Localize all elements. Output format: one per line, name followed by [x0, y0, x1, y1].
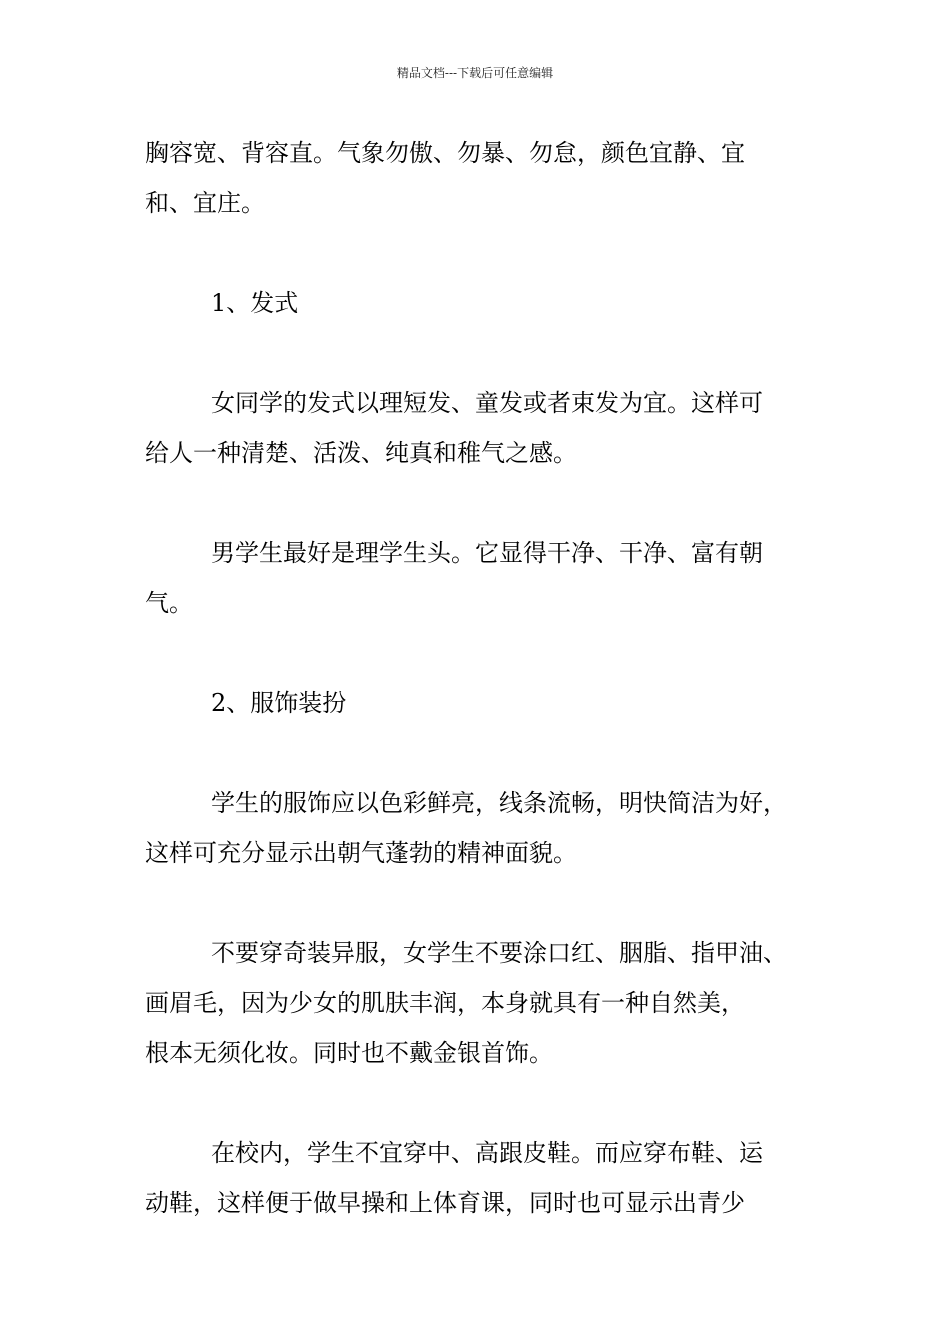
paragraph-8	[145, 1128, 815, 1228]
paragraph-7	[145, 928, 815, 1078]
paragraph-line: 给人一种清楚、活泼、纯真和稚气之感。	[145, 439, 577, 467]
paragraph-line: 不要穿奇装异服，女学生不要涂口红、胭脂、指甲油、	[211, 939, 787, 967]
paragraph-line: 画眉毛，因为少女的肌肤丰润，本身就具有一种自然美，	[145, 989, 745, 1017]
paragraph-line: 和、宜庄。	[145, 189, 265, 217]
paragraph-line: 1、发式	[211, 289, 299, 317]
paragraph-line: 2、服饰装扮	[211, 689, 347, 717]
paragraph-line: 根本无须化妆。同时也不戴金银首饰。	[145, 1039, 553, 1067]
paragraph-6	[145, 778, 815, 878]
paragraph-line: 这样可充分显示出朝气蓬勃的精神面貌。	[145, 839, 577, 867]
paragraph-4	[145, 528, 815, 628]
paragraph-line: 胸容宽、背容直。气象勿傲、勿暴、勿怠，颜色宜静、宜	[145, 139, 745, 167]
paragraph-line: 女同学的发式以理短发、童发或者束发为宜。这样可	[211, 389, 763, 417]
paragraph-1	[145, 128, 815, 228]
paragraph-line: 学生的服饰应以色彩鲜亮，线条流畅，明快简洁为好，	[211, 789, 787, 817]
paragraph-3	[145, 378, 815, 478]
paragraph-line: 男学生最好是理学生头。它显得干净、干净、富有朝	[211, 539, 763, 567]
section-heading-clothing	[145, 678, 815, 728]
paragraph-line: 动鞋，这样便于做早操和上体育课，同时也可显示出青少	[145, 1189, 745, 1217]
section-heading-hairstyle	[145, 278, 815, 328]
document-body	[145, 128, 815, 1278]
paragraph-line: 气。	[145, 589, 193, 617]
paragraph-line: 在校内，学生不宜穿中、高跟皮鞋。而应穿布鞋、运	[211, 1139, 763, 1167]
page-header: 精品文档---下载后可任意编辑	[396, 66, 554, 80]
